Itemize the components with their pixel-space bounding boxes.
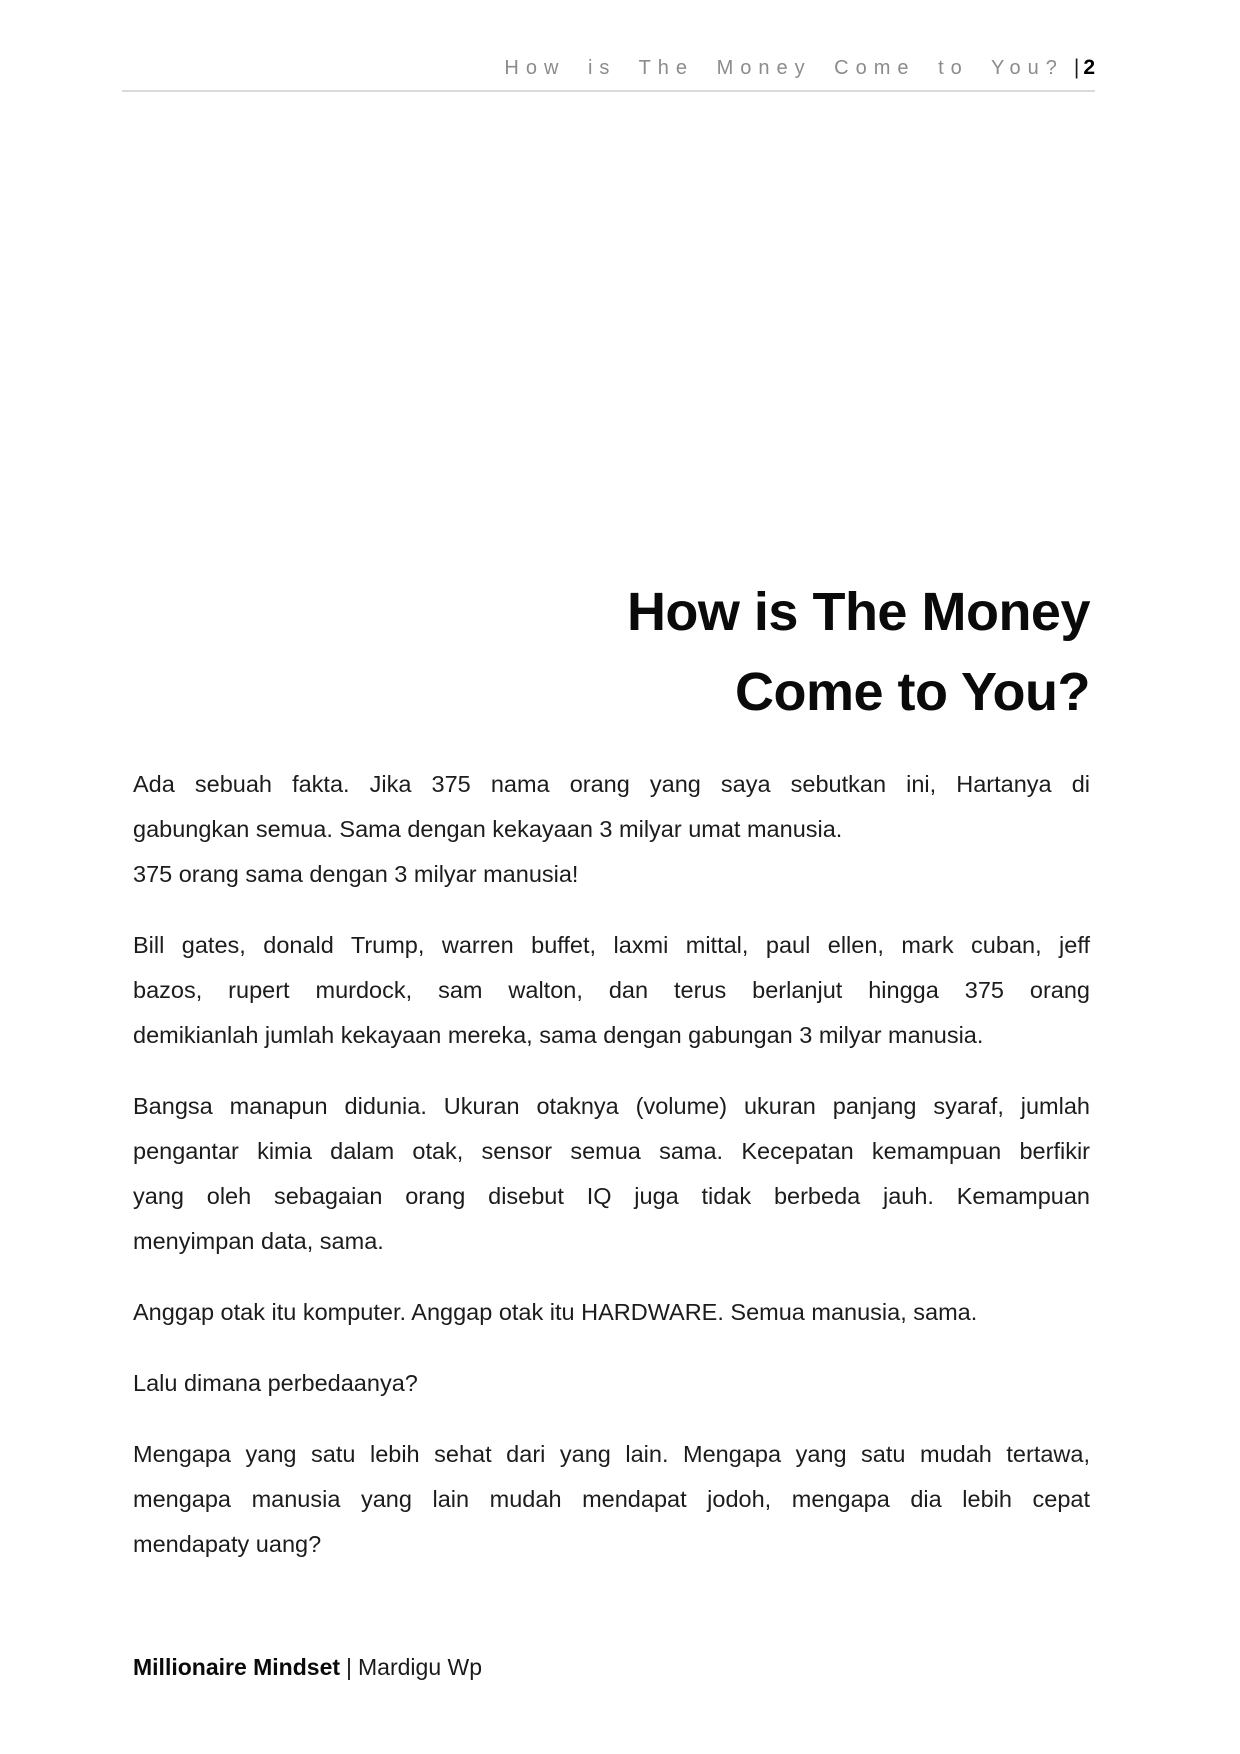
paragraph [133, 923, 1090, 1058]
chapter-title [133, 572, 1090, 732]
paragraph-line: Mengapa yang satu lebih sehat dari yang lain. Mengapa yang satu mudah tertawa, [133, 1441, 1090, 1467]
footer-separator: | [346, 1654, 353, 1680]
paragraph-line: Bill gates, donald Trump, warren buffet, laxmi mittal, paul ellen, mark cuban, jeff [133, 932, 1090, 958]
header-separator: | [1073, 56, 1080, 79]
footer-book-title: Millionaire Mindset [133, 1654, 341, 1680]
paragraph-line: bazos, rupert murdock, sam walton, dan terus berlanjut hingga 375 orang [133, 977, 1090, 1003]
running-header-title: How is The Money Come to You? [504, 57, 1064, 79]
chapter-title-line-1: How is The Money [626, 582, 1090, 642]
paragraph-line: mengapa manusia yang lain mudah mendapat jodoh, mengapa dia lebih cepat [133, 1486, 1090, 1512]
paragraph [133, 1361, 1090, 1406]
paragraph-line: gabungkan semua. Sama dengan kekayaan 3 milyar umat manusia. [133, 816, 843, 842]
body-text [133, 762, 1090, 1593]
page-footer [133, 1654, 482, 1681]
page-number: 2 [1083, 56, 1095, 79]
paragraph-line: Bangsa manapun didunia. Ukuran otaknya (volume) ukuran panjang syaraf, jumlah [133, 1093, 1090, 1119]
paragraph [133, 1290, 1090, 1335]
paragraph-line: 375 orang sama dengan 3 milyar manusia! [133, 861, 579, 887]
paragraph-line: Anggap otak itu komputer. Anggap otak itu HARDWARE. Semua manusia, sama. [133, 1299, 978, 1325]
paragraph-line: pengantar kimia dalam otak, sensor semua sama. Kecepatan kemampuan berfikir [133, 1138, 1090, 1164]
paragraph-line: menyimpan data, sama. [133, 1228, 384, 1254]
paragraph-line: Lalu dimana perbedaanya? [133, 1370, 418, 1396]
chapter-title-line-2: Come to You? [735, 662, 1090, 722]
paragraph [133, 1084, 1090, 1264]
footer-author: Mardigu Wp [358, 1654, 482, 1680]
page-header [122, 56, 1095, 92]
paragraph-line: mendapaty uang? [133, 1531, 322, 1557]
paragraph-line: yang oleh sebagaian orang disebut IQ juga tidak berbeda jauh. Kemampuan [133, 1183, 1090, 1209]
paragraph [133, 1432, 1090, 1567]
paragraph-line: Ada sebuah fakta. Jika 375 nama orang yang saya sebutkan ini, Hartanya di [133, 771, 1090, 797]
paragraph [133, 762, 1090, 897]
paragraph-line: demikianlah jumlah kekayaan mereka, sama dengan gabungan 3 milyar manusia. [133, 1022, 984, 1048]
